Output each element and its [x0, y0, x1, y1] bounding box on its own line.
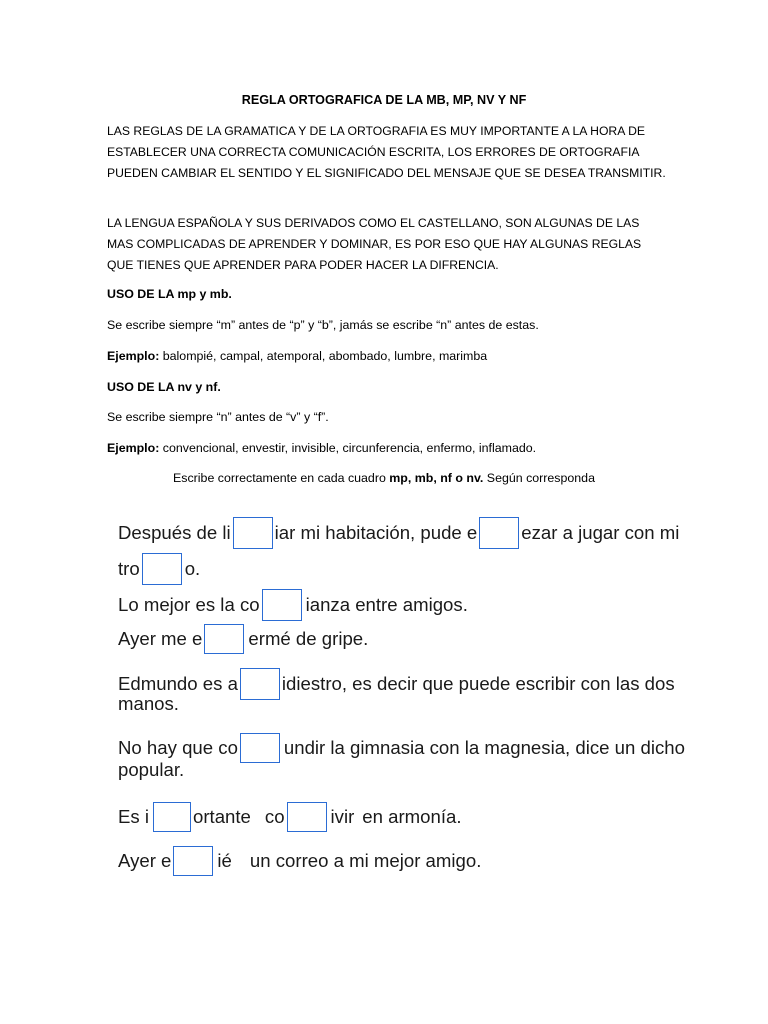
- letter-options: mp, mb, nf o nv.: [389, 471, 484, 485]
- exercise-3: Ayer me e ermé de gripe.: [118, 624, 368, 654]
- exercise-7: Ayer e ié un correo a mi mejor amigo.: [118, 846, 481, 876]
- exercise-instruction: Escribe correctamente en cada cuadro mp, mb, nf o nv. Según corresponda: [173, 471, 595, 485]
- exercise-2: Lo mejor es la co ianza entre amigos.: [118, 589, 468, 621]
- exercise-1: Después de li iar mi habitación, pude e ezar a jugar con mi: [118, 517, 679, 549]
- example-label: Ejemplo:: [107, 349, 160, 363]
- answer-box[interactable]: [287, 802, 327, 832]
- rule-mp-mb: Se escribe siempre “m” antes de “p” y “b”, jamás se escribe “n” antes de estas.: [107, 318, 539, 332]
- exercise-4: Edmundo es a idiestro, es decir que puede escribir con las dos: [118, 668, 675, 700]
- intro-paragraph-2: LA LENGUA ESPAÑOLA Y SUS DERIVADOS COMO EL CASTELLANO, SON ALGUNAS DE LAS MAS COMPLICADAS DE APRENDER Y DOMINAR, ES POR ESO QUE HAY ALGUNAS REGLAS QUE TIENES QUE APRENDER PARA PODER HACER LA DIFRENCIA.: [107, 216, 642, 272]
- answer-box[interactable]: [262, 589, 302, 621]
- rule-nv-nf: Se escribe siempre “n” antes de “v” y “f”.: [107, 410, 329, 424]
- example-nv-nf: [107, 441, 536, 455]
- answer-box[interactable]: [173, 846, 213, 876]
- example-label: Ejemplo:: [107, 441, 160, 455]
- answer-box[interactable]: [479, 517, 519, 549]
- example-words: convencional, envestir, invisible, circunferencia, enfermo, inflamado.: [159, 441, 537, 455]
- answer-box[interactable]: [240, 733, 280, 763]
- section-heading-mp-mb: USO DE LA mp y mb.: [107, 287, 232, 301]
- example-mp-mb: [107, 349, 487, 363]
- document-title: REGLA ORTOGRAFICA DE LA MB, MP, NV Y NF: [241, 93, 527, 107]
- exercise-1-continued: tro o.: [118, 553, 200, 585]
- answer-box[interactable]: [153, 802, 191, 832]
- intro-paragraph-1: LAS REGLAS DE LA GRAMATICA Y DE LA ORTOGRAFIA ES MUY IMPORTANTE A LA HORA DE ESTABLECER UNA CORRECTA COMUNICACIÓN ESCRITA, LOS ERRORES DE ORTOGRAFIA PUEDEN CAMBIAR EL SENTIDO Y EL SIGNIFICADO DEL MENSAJE QUE SE DESEA TRANSMITIR.: [107, 124, 666, 180]
- answer-box[interactable]: [240, 668, 280, 700]
- section-heading-nv-nf: USO DE LA nv y nf.: [107, 380, 221, 394]
- exercise-5: No hay que co undir la gimnasia con la magnesia, dice un dicho: [118, 733, 685, 763]
- answer-box[interactable]: [204, 624, 244, 654]
- exercise-4-continued: manos.: [118, 693, 179, 715]
- exercise-5-continued: popular.: [118, 759, 185, 781]
- answer-box[interactable]: [233, 517, 273, 549]
- answer-box[interactable]: [142, 553, 182, 585]
- exercise-6: Es i ortante co ivir en armonía.: [118, 802, 462, 832]
- example-words: balompié, campal, atemporal, abombado, lumbre, marimba: [159, 349, 488, 363]
